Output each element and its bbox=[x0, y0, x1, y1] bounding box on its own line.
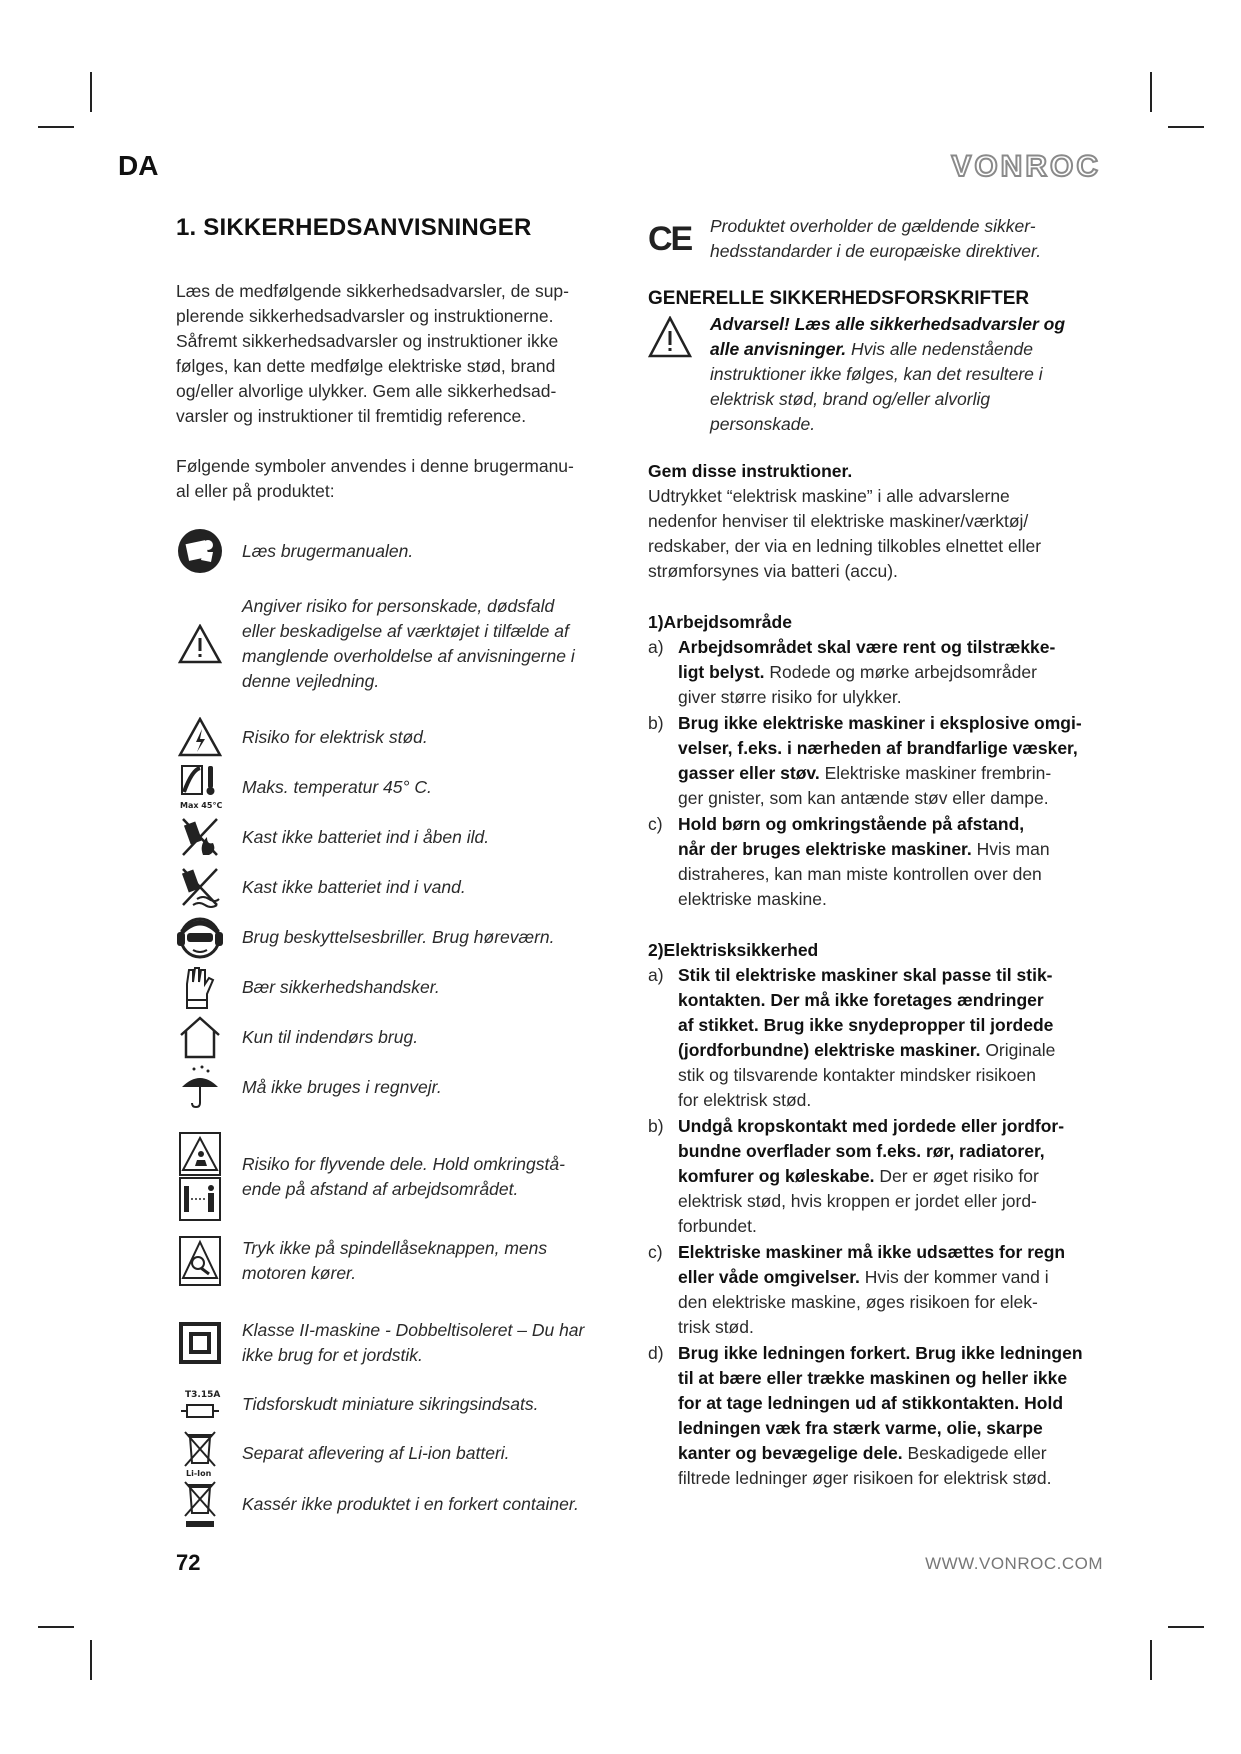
list-item: a) Arbejdsområdet skal være rent og tilstrække- ligt belyst. Rodede og mørke arbejdsområder giver større risiko for ulykker. bbox=[648, 637, 1056, 707]
read-manual-icon bbox=[176, 528, 224, 574]
symbol-text: Brug beskyttelsesbriller. Brug høreværn. bbox=[242, 926, 555, 947]
list-item: c) Elektriske maskiner må ikke udsættes for regn eller våde omgivelser. Hvis der kommer vand i den elektriske maskine, øges risikoen for elek- trisk stød. bbox=[648, 1242, 1066, 1337]
general-safety-title: GENERELLE SIKKERHEDSFORSKRIFTER bbox=[648, 288, 1030, 309]
symbol-row bbox=[176, 1428, 626, 1478]
symbol-row bbox=[176, 762, 626, 812]
symbol-row bbox=[176, 1012, 626, 1062]
symbols-intro: Følgende symboler anvendes i denne brugermanu- al eller på produktet: bbox=[176, 456, 574, 501]
double-insulation-icon bbox=[176, 1322, 224, 1364]
symbol-text: Klasse II-maskine - Dobbeltisoleret – Du har ikke brug for et jordstik. bbox=[242, 1320, 585, 1365]
symbol-text: Læs brugermanualen. bbox=[242, 540, 414, 561]
no-rain-umbrella-icon bbox=[176, 1065, 224, 1109]
symbol-row bbox=[176, 1062, 626, 1112]
symbol-row bbox=[176, 1130, 626, 1224]
website-url: WWW.VONROC.COM bbox=[925, 1554, 1103, 1573]
section-title: 1. SIKKERHEDSANVISNINGER bbox=[176, 214, 532, 241]
brand-logo: VONROC bbox=[951, 150, 1101, 183]
symbol-row bbox=[176, 588, 626, 700]
spindle-lock-icon bbox=[176, 1236, 224, 1286]
symbol-text: Tidsforskudt miniature sikringsindsats. bbox=[242, 1393, 539, 1414]
symbol-text: Separat aflevering af Li-ion batteri. bbox=[242, 1442, 510, 1463]
symbol-text: Risiko for flyvende dele. Hold omkringstå- ende på afstand af arbejdsområdet. bbox=[242, 1154, 565, 1199]
list-item: b) Brug ikke elektriske maskiner i eksplosive omgi- velser, f.eks. i nærheden af brandfarlige væsker, gasser eller støv. Elektriske maskiner frembrin- ger gnister, som kan antænde støv eller dampe. bbox=[648, 713, 1082, 808]
section-heading: 2)Elektrisksikkerhed bbox=[648, 940, 819, 960]
symbol-row bbox=[176, 712, 626, 762]
svg-text:Max 45°C: Max 45°C bbox=[180, 801, 222, 810]
crop-mark bbox=[90, 1640, 92, 1680]
right-column bbox=[648, 214, 1118, 1491]
symbol-text: Kun til indendørs brug. bbox=[242, 1026, 419, 1047]
section-work-area bbox=[648, 610, 1118, 912]
ce-text: Produktet overholder de gældende sikker- hedsstandarder i de europæiske direktiver. bbox=[710, 216, 1042, 261]
general-warning bbox=[648, 312, 1118, 437]
language-code: DA bbox=[118, 150, 159, 181]
symbol-row bbox=[176, 812, 626, 862]
symbol-row bbox=[176, 1478, 626, 1530]
symbol-row bbox=[176, 1230, 626, 1292]
indoor-house-icon bbox=[176, 1015, 224, 1059]
li-ion-disposal-icon bbox=[176, 1429, 224, 1477]
symbol-text: Må ikke bruges i regnvejr. bbox=[242, 1076, 442, 1097]
symbol-list bbox=[176, 526, 626, 1530]
symbol-text: Risiko for elektrisk stød. bbox=[242, 726, 428, 747]
goggles-ear-protection-icon bbox=[176, 914, 224, 960]
crop-mark bbox=[1150, 72, 1152, 112]
flying-parts-icon bbox=[176, 1132, 224, 1222]
symbol-text: Kast ikke batteriet ind i vand. bbox=[242, 876, 466, 897]
no-water-icon bbox=[176, 865, 224, 909]
crop-mark bbox=[1168, 1626, 1204, 1628]
save-paragraph: Udtrykket “elektrisk maskine” i alle advarslerne nedenfor henviser til elektriske maskiner/værktøj/ redskaber, der via en ledning tilkobles elnettet eller strømforsynes via batteri (accu). bbox=[648, 486, 1042, 581]
symbol-row bbox=[176, 962, 626, 1012]
left-column bbox=[176, 214, 626, 1530]
symbol-row bbox=[176, 862, 626, 912]
save-instructions bbox=[648, 459, 1118, 584]
section-heading: 1)Arbejdsområde bbox=[648, 612, 792, 632]
list-item: a) Stik til elektriske maskiner skal passe til stik- kontakten. Der må ikke foretages ændringer af stikket. Brug ikke snydepropper til jordede (jordforbundne) elektriske maskiner. Originale stik og tilsvarende kontakter mindsker risikoen for elektrisk stød. bbox=[648, 965, 1056, 1110]
ce-statement bbox=[648, 214, 1118, 264]
list-item: b) Undgå kropskontakt med jordede eller jordfor- bundne overflader som f.eks. rør, radiatorer, komfurer og køleskabe. Der er øget risiko for elektrisk stød, hvis kroppen er jordet eller jord- forbundet. bbox=[648, 1116, 1065, 1236]
gloves-icon bbox=[176, 964, 224, 1010]
crop-mark bbox=[1168, 126, 1204, 128]
crop-mark bbox=[38, 126, 74, 128]
symbol-row bbox=[176, 912, 626, 962]
list-item: d) Brug ikke ledningen forkert. Brug ikke ledningen til at bære eller trække maskinen og heller ikke for at tage ledningen ud af stikkontakten. Hold ledningen væk fra stærk varme, olie, skarpe kanter og bevægelige dele. Beskadigede eller filtrede ledninger øger risikoen for elektrisk stød. bbox=[648, 1343, 1083, 1488]
symbol-text: Maks. temperatur 45° C. bbox=[242, 776, 432, 797]
svg-text:Li-Ion: Li-Ion bbox=[186, 1469, 212, 1477]
max-temperature-icon bbox=[176, 764, 224, 810]
crop-mark bbox=[1150, 1640, 1152, 1680]
symbol-text: Bær sikkerhedshandsker. bbox=[242, 976, 440, 997]
crop-mark bbox=[38, 1626, 74, 1628]
wheelie-bin-icon bbox=[176, 1479, 224, 1529]
symbol-text: Kast ikke batteriet ind i åben ild. bbox=[242, 826, 490, 847]
symbol-text: Angiver risiko for personskade, dødsfald eller beskadigelse af værktøjet i tilfælde af manglende overholdelse af anvisningerne i denne vejledning. bbox=[242, 596, 575, 691]
warning-triangle-icon bbox=[176, 624, 224, 664]
symbol-row bbox=[176, 526, 626, 576]
no-fire-icon bbox=[176, 815, 224, 859]
svg-text:T3.15A: T3.15A bbox=[185, 1390, 221, 1400]
ce-mark-icon: CE bbox=[648, 220, 692, 258]
warning-triangle-icon bbox=[648, 312, 710, 365]
electric-shock-icon bbox=[176, 717, 224, 757]
save-title: Gem disse instruktioner. bbox=[648, 461, 853, 481]
crop-mark bbox=[90, 72, 92, 112]
symbol-row bbox=[176, 1312, 626, 1374]
fuse-icon bbox=[176, 1387, 224, 1421]
page-number: 72 bbox=[176, 1550, 201, 1575]
warning-text: Advarsel! Læs alle sikkerhedsadvarsler og alle anvisninger. Hvis alle nedenstående instruktioner ikke følges, kan det resultere i elektrisk stød, brand og/eller alvorlig personskade. bbox=[710, 314, 1066, 434]
list-item: c) Hold børn og omkringstående på afstand, når der bruges elektriske maskiner. Hvis man distraheres, kan man miste kontrollen over den elektriske maskine. bbox=[648, 814, 1050, 909]
intro-paragraph: Læs de medfølgende sikkerhedsadvarsler, de sup- plerende sikkerhedsadvarsler og instruktionerne. Såfremt sikkerhedsadvarsler og instruktioner ikke følges, kan dette medfølge elektriske stød, brand og/eller alvorlige ulykker. Gem alle sikkerhedsad- varsler og instruktioner til fremtidig reference. bbox=[176, 281, 569, 426]
symbol-text: Kassér ikke produktet i en forkert container. bbox=[242, 1493, 579, 1514]
symbol-text: Tryk ikke på spindellåseknappen, mens motoren kører. bbox=[242, 1238, 548, 1283]
section-electrical-safety bbox=[648, 938, 1118, 1491]
symbol-row bbox=[176, 1382, 626, 1426]
